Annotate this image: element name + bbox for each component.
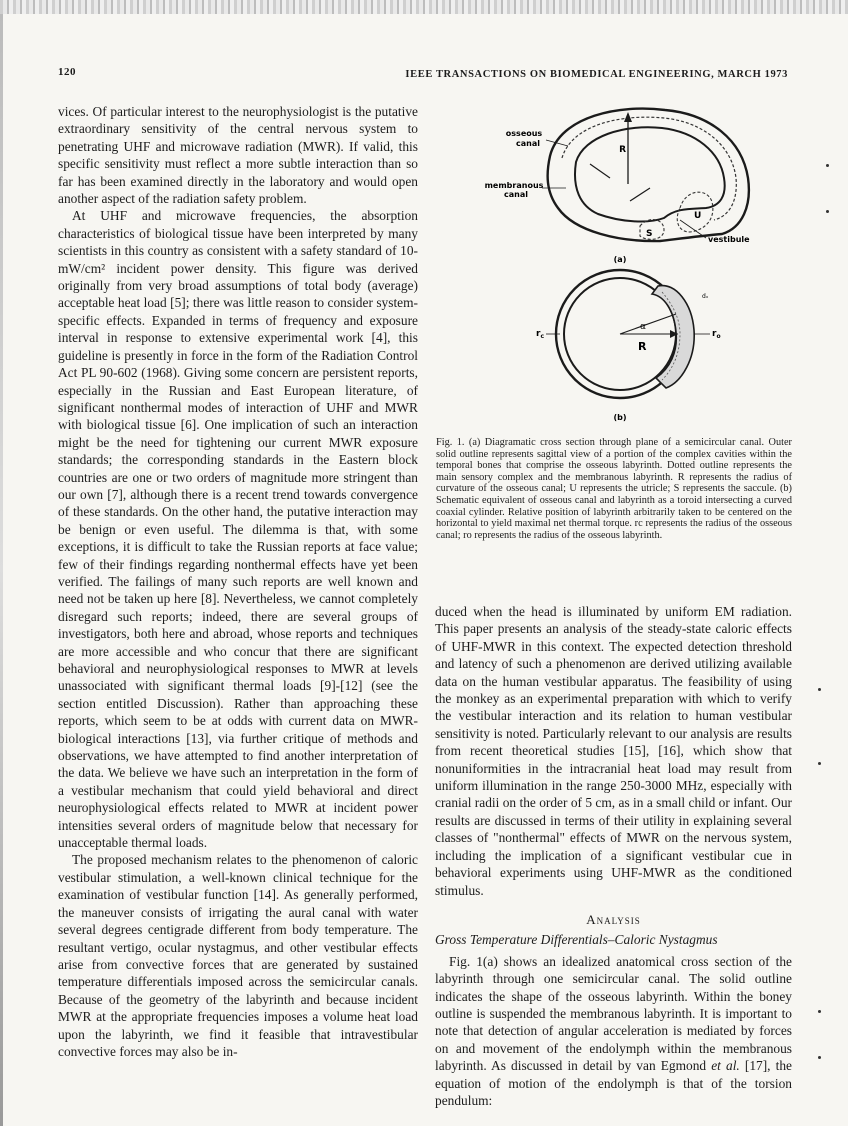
caption-lead: Fig. 1. [436,437,465,448]
scan-left-edge [0,14,3,1126]
pointer-arrow-1 [590,164,610,178]
label-osseous: osseous [505,129,543,138]
label-U: U [694,211,702,221]
leader-vestibule [680,220,706,238]
analysis-text-a: Fig. 1(a) shows an idealized anatomical cross section of the labyrinth through one semicircular canal. The solid outline indicates the shape of the osseous labyrinth. Within the boney outline is suspended the membranous labyrinth. It is important to note that detection of angular acceleration is mediated by forces on and movement of the endolymph within the membranous labyrinth. As discussed in detail by van Egmond [435,953,792,1074]
analysis-text-b: [17], the equation of motion of the endolymph is that of the torsion pendulum: [435,1058,792,1108]
margin-mark [818,688,821,691]
right-column [435,603,792,1109]
figure-1-drawing [480,96,780,436]
label-alpha: α [640,322,646,332]
labyrinth-cylinder [652,286,694,388]
label-canal-1: canal [516,139,540,148]
radius-arrow-a [624,112,632,122]
membranous-outline [562,117,736,220]
label-panel-b: (b) [613,413,627,422]
scan-top-band [0,0,848,14]
left-column [58,103,418,1060]
label-R-a: R [619,145,626,155]
radius-line-b1 [620,314,676,334]
paragraph-analysis [435,953,792,1110]
running-header: IEEE TRANSACTIONS ON BIOMEDICAL ENGINEERING, MARCH 1973 [405,69,788,80]
margin-mark [826,210,829,213]
paragraph-safety-standard: At UHF and microwave frequencies, the absorption characteristics of biological tissue have been interpreted by many scientists in this country as consistent with a safety standard of 10-mW/cm² incident power density. This figure was derived originally from very broad assumptions of total body (average) acceptable heat load [5]; there was little reason to consider system-specific effects. Expanded in terms of frequency and exposure interval in response to extensive experimental work [4], this guideline is presently in force in the form of the Radiation Control Act PL 90-602 (1968). Giving some concern are persistent reports, especially in the Russian and East European literature, of significant nonthermal modes of interaction of UHF and MWR with biological tissue [6]. One implication of such an interaction might be the need for tightening our current MWR exposure standards; the corresponding standards in the Eastern block countries are one or two orders of magnitude more stringent than our own [7], although there is a recent trend towards convergence of these standards. On the other hand, the putative interaction may be benign or even useful. The dilemma is that, with some exceptions, it is difficult to take the Russian reports at face value; few of their findings regarding nonthermal effects have yet been verified. The failings of many such reports are well known and need not be taken up here [8]. Nevertheless, we cannot completely disregard such reports; indeed, there are several groups of investigators, both here and abroad, whose reports and techniques are more accessible and who concur that there are significant behavioral and neurophysiological responses to MWR at levels unassociated with significant thermal loads [9]-[12] (see the section entitled Discussion). Rather than approaching these reports, which seem to be at odds with current data on MWR-biological interactions [13], via further critique of methods and observations, we have attempted to find another interpretation of the data. We believe we have such an interpretation in the form of a vestibular mechanism that could yield behavioral and direct neurophysiological effects related to MWR at incident power intensities several orders of magnitude below that necessary for unacceptable thermal loads. [58,208,418,851]
paragraph-continuation: vices. Of particular interest to the neurophysiologist is the putative extraordinary sensitivity of the central nervous system to penetrating UHF and microwave radiation (MWR). If valid, this specific sensitivity must reflect a more subtle interaction than so far has been examined directly in the laboratory and would open another aspect of the radiation safety problem. [58,104,418,207]
section-heading: Analysis [586,911,641,927]
pointer-arrow-2 [630,188,650,201]
label-S: S [646,229,653,239]
inner-osseous-outline [575,127,725,221]
paragraph-intro-continued: duced when the head is illuminated by uniform EM radiation. This paper presents an analysis of the steady-state caloric effects of UHF-MWR in this context. The expected detection threshold and latency of such a phenomenon are derived utilizing available data on the human vestibular apparatus. The feasibility of using the monkey as an experimental preparation with which to verify the vestibular interaction and its relation to human vestibular sensitivity is noted. Particularly relevant to our analysis are results from recent theoretical studies [15], [16], which show that nonuniformities in the intracranial heat load may result from uniform illumination in the range 250-3000 MHz, especially with cranial radii on the order of 5 cm, as in a small child or infant. Our results are discussed in terms of their utility in explaining several classes of "nonthermal" effects of MWR on the nervous system, including the implication of a significant vestibular cue in behavioral experiments using UHF-MWR as the conditioned stimulus. [435,604,792,898]
subsection-heading: Gross Temperature Differentials–Caloric Nystagmus [435,932,718,948]
analysis-etal: et al. [711,1058,740,1074]
label-rc: $r_c$ [536,329,545,340]
label-ro: $r_o$ [712,329,721,340]
margin-mark [818,762,821,765]
label-dx: dₓ [702,293,709,300]
margin-mark [826,164,829,167]
margin-mark [818,1010,821,1013]
margin-mark [818,1056,821,1059]
label-membranous: membranous [484,181,544,190]
label-panel-a: (a) [613,255,627,264]
paragraph-mechanism: The proposed mechanism relates to the phenomenon of caloric vestibular stimulation, a well-known clinical technique for the examination of vestibular function [14]. As generally performed, the maneuver consists of irrigating the aural canal with water several degrees centigrade different from body temperature. The resultant vertigo, ocular nystagmus, and other vestibular effects arise from convective forces that are generated by sustained temperature differentials imposed across the semicircular canals. Because of the geometry of the labyrinth and because incident MWR at the appropriate frequencies imposes a volume heat load upon the labyrinth, we find it feasible that intravestibular convective forces may also be in- [58,852,418,1059]
label-canal-2: canal [504,190,528,199]
figure-caption [436,437,792,541]
caption-text: (a) Diagramatic cross section through plane of a semicircular canal. Outer solid outline represents sagittal view of a portion of the complex cavities within the temporal bones that comprise the osseous labyrinth. Dotted outline represents the main sensory complex and the membranous labyrinth. R represents the radius of curvature of the osseous canal; U represents the utricle; S represents the saccule. (b) Schematic equivalent of osseous canal and labyrinth as a toroid intersecting a curved coaxial cylinder. Relative position of labyrinth arbitrarily taken to be centered on the horizontal to yield maximal net thermal torque. rc represents the radius of the osseous canal; ro represents the radius of the osseous labyrinth. [436,437,792,541]
label-R-b: R [638,340,647,353]
page-number: 120 [58,66,76,78]
label-vestibule: vestibule [708,235,750,244]
figure-1 [480,96,780,436]
